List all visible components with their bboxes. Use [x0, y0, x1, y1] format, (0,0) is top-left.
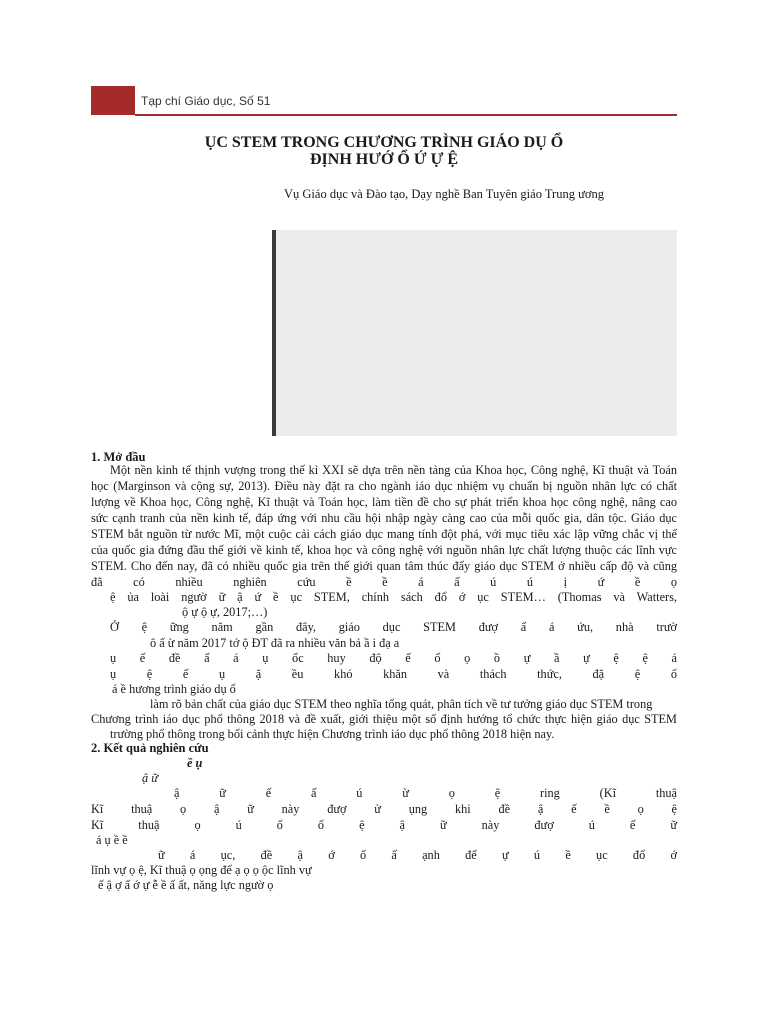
- body-line: làm rõ bản chất của giáo dục STEM theo nghĩa tổng quát, phân tích về tư tưởng giáo dục STEM trong: [150, 697, 653, 711]
- body-line: trường phổ thông trong bối cảnh thực hiện Chương trình iáo dục phổ thông 2018 hiện nay.: [110, 727, 555, 741]
- header-rule: [135, 114, 677, 116]
- body-line: ữ á ục, đề ậ ớ ố ấ ạnh đế ự ú ề ục đổ ớ: [158, 848, 677, 862]
- body-line: STEM. Cho đến nay, đã có nhiều quốc gia trên thế giới quan tâm thúc đẩy giáo dục STEM ở nhiều cấp độ và cũng: [91, 559, 677, 573]
- journal-name: Tạp chí Giáo dục, Số 51: [141, 94, 271, 108]
- body-line: ụ ế đề ấ á ụ ốc huy độ ế ố ọ ồ ự ầ ự ệ ệ á: [110, 651, 677, 665]
- body-line: á ề hương trình giáo dụ ổ: [112, 682, 236, 696]
- body-line: sức cạnh tranh của nền kinh tế, đáp ứng với nhu cầu hội nhập ngày càng cao của mỗi quốc gia, dân tộc. Giáo dục: [91, 511, 677, 525]
- body-line: lĩnh vự ọ ệ, Kĩ thuậ ọ ọng để ạ ọ ọ ộc lĩnh vự: [91, 863, 312, 877]
- article-title-line-1: ỤC STEM TRONG CHƯƠNG TRÌNH GIÁO DỤ Ổ: [204, 134, 564, 151]
- body-line: ụ ệ ế ụ ặ ều khó khăn và thách thức, đặ ệ ổ: [110, 667, 677, 681]
- section-1-heading: 1. Mở đầu: [91, 450, 146, 464]
- header-color-block: [91, 86, 135, 115]
- body-line: ộ ự ộ ự, 2017;…): [182, 605, 268, 619]
- body-line: lượng về Khoa học, Công nghệ, Kĩ thuật và Toán học, làm tiền đề cho sự phát triển khoa học công nghệ, nâng cao: [91, 495, 677, 509]
- body-line: Kĩ thuậ ọ ú ổ ổ ệ ậ ữ này đượ ú ế ữ: [91, 818, 677, 832]
- article-title-line-2: ĐỊNH HƯỚ Ổ Ứ Ự Ệ: [310, 151, 458, 168]
- body-line: của quốc gia đứng đầu thế giới về kinh tế, khoa học và công nghệ với nguồn nhân lực chất lượng thuộc các lĩnh vực: [91, 543, 677, 557]
- body-line: ệ ủa loài ngườ ữ ậ ứ ề ục STEM, chính sách đổ ớ ục STEM… (Thomas và Watters,: [110, 590, 677, 604]
- body-line: Ở ệ ững năm gần đây, giáo dục STEM đượ ấ á ứu, nhà trườ: [110, 620, 677, 634]
- body-line: á ụ ề ề: [96, 833, 128, 847]
- body-line: Một nền kinh tế thịnh vượng trong thế kỉ XXI sẽ dựa trên nền tảng của Khoa học, Công nghệ, Kĩ thuật và Toán: [110, 463, 677, 477]
- body-line: ậ ữ ế ấ ú ừ ọ ệ ring (Kĩ thuậ: [174, 786, 677, 800]
- author-affiliation: Vụ Giáo dục và Đào tạo, Dạy nghề Ban Tuyên giáo Trung ương: [284, 187, 604, 201]
- body-line: Chương trình iáo dục phổ thông 2018 và đề xuất, giới thiệu một số định hướng tổ chức thực hiện giáo dục STEM: [91, 712, 677, 726]
- subsubsection-heading: ậ ữ: [142, 771, 158, 785]
- body-line: ô ấ ừ năm 2017 tớ ộ ĐT đã ra nhiều văn bả ầ i đạ a: [150, 636, 400, 650]
- section-2-heading: 2. Kết quả nghiên cứu: [91, 741, 209, 755]
- body-line: Kĩ thuậ ọ ậ ữ này đượ ử ụng khi đề ậ ế ề ọ ệ: [91, 802, 677, 816]
- subsection-heading: ề ụ: [187, 756, 203, 770]
- body-line: ế ậ ợ ấ ớ ự ễ ề ấ ất, năng lực ngườ ọ: [98, 878, 274, 892]
- abstract-box: [276, 230, 677, 436]
- body-line: STEM bắt nguồn từ nước Mĩ, một cuộc cải cách giáo dục mang tính đột phá, với mục tiêu xác lập vững chắc vị thế: [91, 527, 677, 541]
- body-line: đã có nhiều nghiên cứu ề ề á ấ ú ú ị ứ ề ọ: [91, 575, 677, 589]
- body-line: học (Marginson và cộng sự, 2013). Điều này đặt ra cho ngành iáo dục nhiệm vụ chuẩn bị nguồn nhân lực có chất: [91, 479, 677, 493]
